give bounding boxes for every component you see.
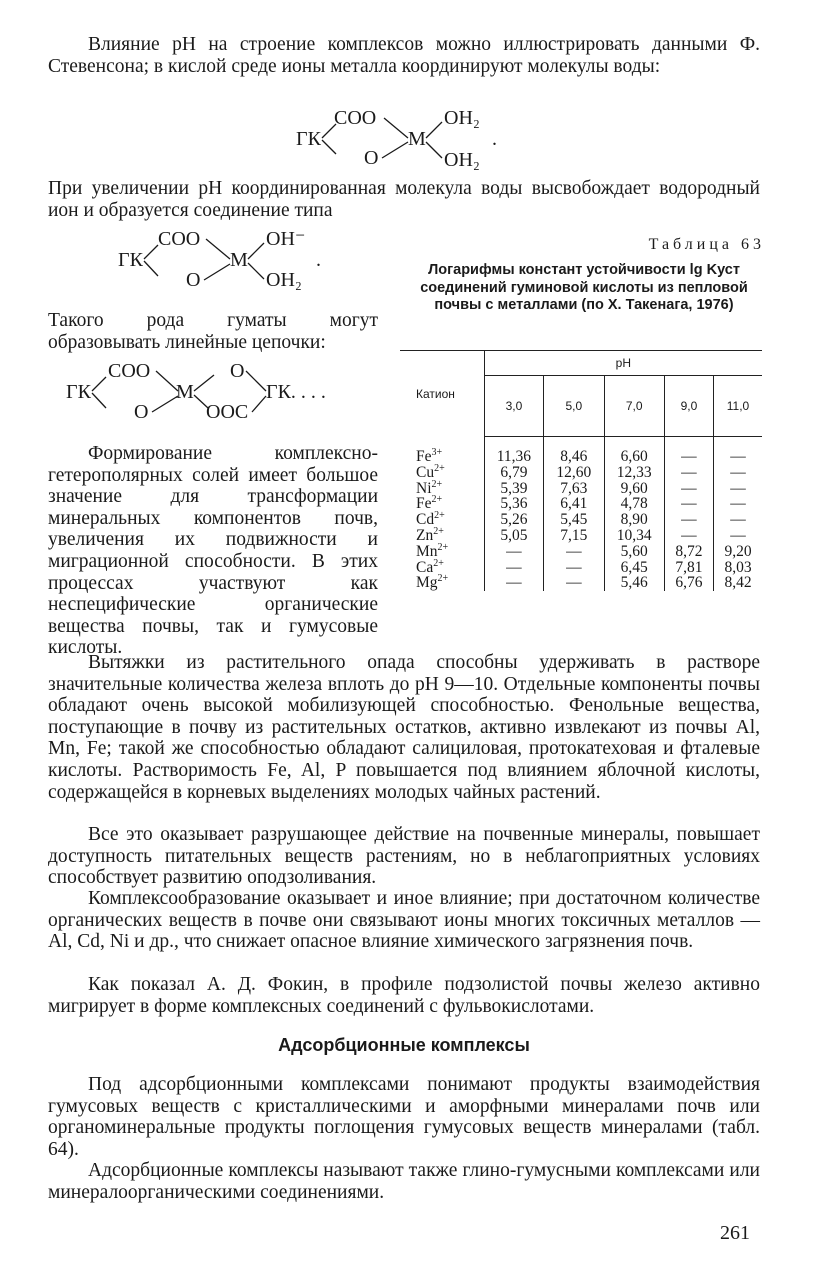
paragraph-7: Комплексообразование оказывает и иное влияние; при достаточном количестве органических веществ в почве они связывают ионы многих токсичных металлов — Al, Cd, Ni и др., что снижает опасное влияние химического загрязнения почв. [48, 888, 760, 953]
value-cell: 5,60 [604, 544, 664, 560]
cation-symbol: Zn [416, 526, 434, 544]
formula-end: . [316, 249, 321, 271]
table-row [400, 575, 762, 591]
value-cell: 10,34 [604, 528, 664, 544]
formula-hydroxo-complex [118, 228, 338, 300]
value-cell: — [664, 496, 713, 512]
paragraph-5: Вытяжки из растительного опада способны удерживать в растворе значительные количества железа вплоть до pH 9—10. Отдельные компоненты почвы обладают очень высокой мобилизующей способностью. Фенольные вещества, поступающие в почву из растительных остатков, активно извлекают из почвы Al, Mn, Fe; такой же способностью обладают салициловая, протокатеховая и фталевые кислоты. Растворимость Fe, Al, P повышается под влиянием яблочной кислоты, содержащейся в корневых выделениях молодых чайных растений. [48, 652, 760, 803]
formula-o: O [186, 269, 201, 291]
cation-cell [400, 437, 484, 465]
paragraph-9: Под адсорбционными комплексами понимают продукты взаимодействия гумусовых веществ с кристаллическими и аморфными минералами почв или органоминеральные продукты поглощения гумусовых веществ минералами (табл. 64). [48, 1074, 760, 1160]
formula-coo: COO [108, 360, 151, 382]
formula-oh2: OH₂ [266, 269, 302, 291]
paragraph-3: Такого рода гуматы могут образовывать линейные цепочки: [48, 310, 378, 353]
cation-symbol: Ni [416, 479, 432, 497]
cation-symbol: Cu [416, 463, 435, 481]
formula-gk: ГК [296, 128, 321, 150]
formula-gk: ГК [118, 249, 143, 271]
table-row [400, 560, 762, 576]
value-cell: — [484, 560, 544, 576]
header-cation: Катион [400, 351, 484, 437]
value-cell: 12,60 [544, 465, 604, 481]
value-cell: 9,60 [604, 481, 664, 497]
value-cell: 5,39 [484, 481, 544, 497]
value-cell: 8,72 [664, 544, 713, 560]
value-cell: 5,05 [484, 528, 544, 544]
table-row [400, 544, 762, 560]
cation-symbol: Mg [416, 574, 438, 592]
value-cell: 7,15 [544, 528, 604, 544]
value-cell: — [484, 575, 544, 591]
value-cell: 6,76 [664, 575, 713, 591]
header-ph-value: 3,0 [484, 376, 544, 437]
value-cell: — [664, 437, 713, 465]
paragraph-6: Все это оказывает разрушающее действие на почвенные минералы, повышает доступность питательных веществ растениям, но в неблагоприятных условиях способствует развитию оподзоливания. [48, 824, 760, 889]
formula-coo: COO [158, 228, 201, 250]
formula-o: O [134, 401, 149, 423]
formula-m: M [408, 128, 426, 150]
value-cell: 6,45 [604, 560, 664, 576]
value-cell: 6,41 [544, 496, 604, 512]
table-row [400, 512, 762, 528]
value-cell: — [714, 528, 763, 544]
value-cell: 5,36 [484, 496, 544, 512]
value-cell: — [714, 481, 763, 497]
value-cell: — [664, 528, 713, 544]
table-row [400, 437, 762, 465]
value-cell: 4,78 [604, 496, 664, 512]
cation-charge: 2+ [431, 494, 443, 506]
value-cell: — [714, 465, 763, 481]
formula-end: . [492, 128, 497, 150]
table-title: Логарифмы констант устойчивости lg Kуст соединений гуминовой кислоты из пепловой почвы с металлами (по X. Такенага, 1976) [420, 262, 748, 313]
formula-ooc: OOC [206, 401, 249, 423]
table-row [400, 496, 762, 512]
cation-charge: 2+ [434, 510, 445, 522]
cation-charge: 2+ [433, 557, 444, 569]
cation-charge: 2+ [437, 573, 449, 585]
formula-gk-right: ГК. . . . [266, 381, 326, 403]
paragraph-2: При увеличении pH координированная молекула воды высвобождает водородный ион и образуется соединение типа [48, 178, 760, 221]
formula-oh2-top: OH₂ [444, 107, 480, 129]
value-cell: 11,36 [484, 437, 544, 465]
value-cell: 7,81 [664, 560, 713, 576]
value-cell: 9,20 [714, 544, 763, 560]
value-cell: 5,46 [604, 575, 664, 591]
cation-charge: 2+ [433, 525, 444, 537]
header-ph-value: 9,0 [664, 376, 713, 437]
value-cell: 6,60 [604, 437, 664, 465]
table-row [400, 481, 762, 497]
formula-aqua-complex [296, 102, 516, 178]
value-cell: — [714, 512, 763, 528]
value-cell: 7,63 [544, 481, 604, 497]
value-cell: 8,46 [544, 437, 604, 465]
value-cell: 8,03 [714, 560, 763, 576]
value-cell: — [664, 512, 713, 528]
value-cell: — [544, 575, 604, 591]
value-cell: — [664, 481, 713, 497]
cation-symbol: Fe [416, 495, 432, 513]
value-cell: 5,45 [544, 512, 604, 528]
value-cell: — [544, 544, 604, 560]
page-number: 261 [720, 1222, 750, 1244]
formula-coo: COO [334, 107, 377, 129]
formula-gk: ГК [66, 381, 91, 403]
paragraph-4: Формирование комплексно-гетерополярных солей имеет большое значение для трансформации минеральных компонентов почв, увеличения их подвижности и миграционной способности. В этих процессах участвуют как неспецифические органические вещества почвы, так и гумусовые кислоты. [48, 443, 378, 659]
value-cell: — [714, 437, 763, 465]
header-ph-value: 11,0 [714, 376, 763, 437]
value-cell: 5,26 [484, 512, 544, 528]
paragraph-1: Влияние pH на строение комплексов можно иллюстрировать данными Ф. Стевенсона; в кислой среде ионы металла координируют молекулы воды: [48, 34, 760, 77]
cation-charge: 2+ [434, 462, 445, 474]
cation-cell [400, 575, 484, 591]
cation-symbol: Mn [416, 542, 438, 560]
value-cell: — [484, 544, 544, 560]
value-cell: — [714, 496, 763, 512]
value-cell: — [664, 465, 713, 481]
formula-m: M [230, 249, 248, 271]
formula-o: O [364, 147, 379, 169]
formula-o-right: O [230, 360, 245, 382]
value-cell: — [544, 560, 604, 576]
cation-symbol: Fe [416, 447, 432, 465]
paragraph-8: Как показал А. Д. Фокин, в профиле подзолистой почвы железо активно мигрирует в форме комплексных соединений с фульвокислотами. [48, 974, 760, 1017]
header-ph-value: 7,0 [604, 376, 664, 437]
cation-charge: 3+ [431, 446, 443, 458]
value-cell: 12,33 [604, 465, 664, 481]
formula-oh-minus: OH⁻ [266, 228, 306, 250]
paragraph-10: Адсорбционные комплексы называют также глино-гумусными комплексами или минералоорганическими соединениями. [48, 1160, 760, 1203]
cation-symbol: Cd [416, 511, 435, 529]
formula-oh2-bottom: OH₂ [444, 149, 480, 171]
cation-charge: 2+ [437, 541, 449, 553]
value-cell: 6,79 [484, 465, 544, 481]
value-cell: 8,42 [714, 575, 763, 591]
value-cell: 8,90 [604, 512, 664, 528]
stability-constants-table [400, 350, 762, 591]
cation-charge: 2+ [431, 478, 443, 490]
table-row [400, 528, 762, 544]
header-ph-value: 5,0 [544, 376, 604, 437]
header-ph: pH [484, 351, 762, 376]
table-row [400, 465, 762, 481]
cation-symbol: Ca [416, 558, 434, 576]
formula-m: M [176, 381, 194, 403]
section-heading: Адсорбционные комплексы [278, 1035, 530, 1055]
formula-chain [66, 360, 366, 432]
table-label: Таблица 63 [648, 236, 765, 253]
